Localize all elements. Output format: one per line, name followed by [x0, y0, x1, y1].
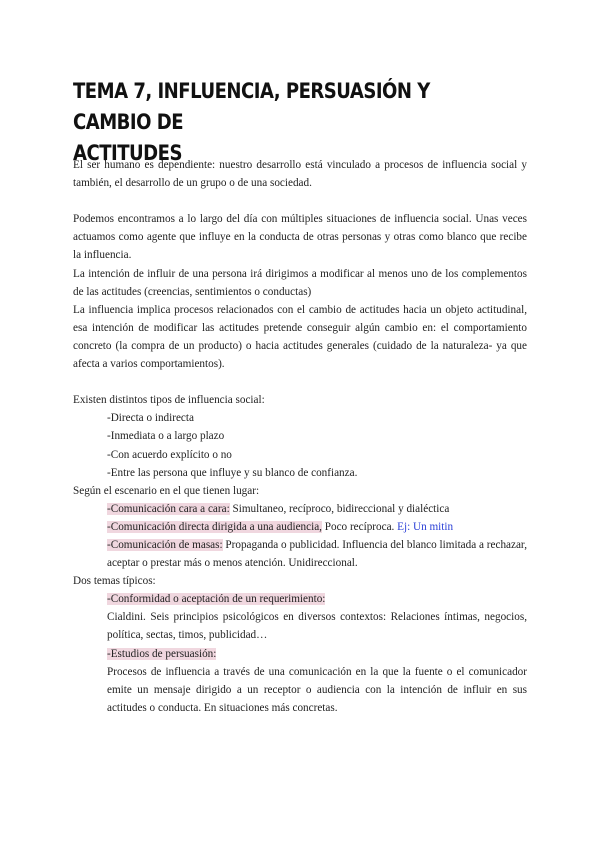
title-line-2: ACTITUDES [73, 141, 182, 165]
scenario-label: -Comunicación cara a cara: [107, 502, 230, 515]
types-intro: Existen distintos tipos de influencia social: [73, 394, 265, 407]
topic-item [73, 645, 527, 663]
scenario-item [73, 536, 527, 572]
paragraph-2: Podemos encontramos a lo largo del día con múltiples situaciones de influencia social. Unas veces actuamos como agente que influye en la conducta de otras personas y otras como blanco que recibe la influencia. [73, 213, 527, 262]
topic-label: -Conformidad o aceptación de un requerimiento: [107, 593, 326, 606]
topic-label: -Estudios de persuasión: [107, 647, 217, 660]
list-item: -Entre las persona que influye y su blanco de confianza. [107, 466, 358, 479]
topic-text: Procesos de influencia a través de una comunicación en la que la fuente o el comunicador emite un mensaje dirigido a un receptor o audiencia con la intención de influir en sus actitudes o conducta. En situaciones más concretas. [107, 665, 527, 714]
scenario-item [73, 500, 527, 518]
scenario-item [73, 518, 527, 536]
document-body [73, 156, 527, 717]
title-line-1: TEMA 7, INFLUENCIA, PERSUASIÓN Y CAMBIO DE [73, 79, 430, 134]
topics-intro: Dos temas típicos: [73, 575, 156, 588]
scenario-intro: Según el escenario en el que tienen lugar: [73, 484, 260, 497]
scenario-label: -Comunicación de masas: [107, 538, 223, 551]
list-item: -Inmediata o a largo plazo [107, 430, 225, 443]
scenario-text: Simultaneo, recíproco, bidireccional y dialéctica [229, 502, 450, 515]
scenario-text: Poco recíproca. [321, 520, 398, 533]
paragraph-3: La intención de influir de una persona irá dirigimos a modificar al menos uno de los complementos de las actitudes (creencias, sentimientos o conductas) [73, 267, 527, 298]
list-item: -Con acuerdo explícito o no [107, 448, 232, 461]
paragraph-4: La influencia implica procesos relacionados con el cambio de actitudes hacia un objeto actitudinal, esa intención de modificar las actitudes pretende conseguir algún cambio en: el comportamiento concreto (la compra de un producto) o hacia actitudes generales (cuidado de la naturaleza- ya que afecta a varios comportamientos). [73, 303, 527, 371]
example-text: Ej: Un mitin [397, 520, 454, 533]
topic-item [73, 590, 527, 608]
scenario-text: Propaganda o publicidad. Influencia del blanco limitada a rechazar, aceptar o prestar más o menos atención. Unidireccional. [107, 538, 528, 570]
paragraph-1: El ser humano es dependiente: nuestro desarrollo está vinculado a procesos de influencia social y también, el desarrollo de un grupo o de una sociedad. [73, 159, 527, 190]
scenario-label: -Comunicación directa dirigida a una audiencia, [107, 520, 322, 533]
list-item: -Directa o indirecta [107, 412, 194, 425]
topic-text: Cialdini. Seis principios psicológicos en diversos contextos: Relaciones íntimas, negocios, política, sectas, timos, publicidad… [107, 611, 527, 642]
